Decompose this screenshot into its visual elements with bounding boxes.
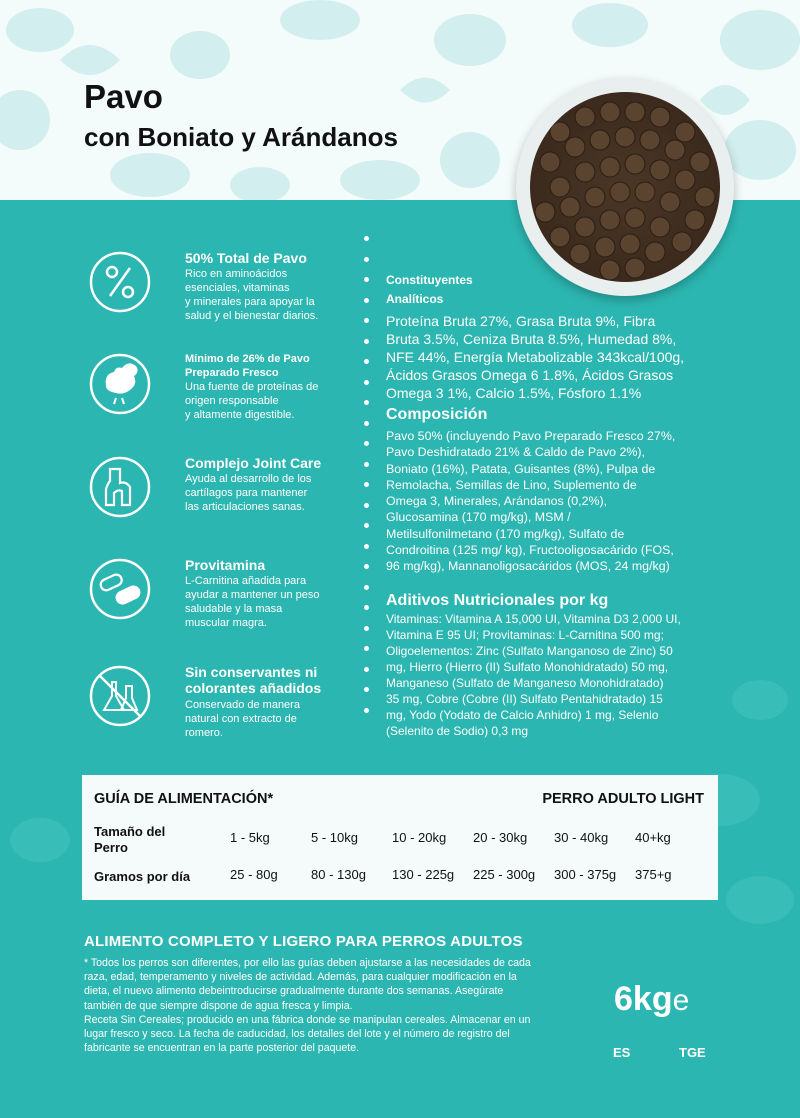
joint-icon bbox=[88, 455, 152, 519]
composition-text: Pavo 50% (incluyendo Pavo Preparado Fresco 27%, Pavo Deshidratado 21% & Caldo de Pavo 2%), Boniato (16%), Patata, Guisantes (8%), Pulpa de Remolacha, Semillas de Lino, Suplemento de Omega 3, Minerales, Arándanos (0,2%), Glucosamina (170 mg/kg), MSM / Metilsulfonilmetano (170 mg/kg), Sulfato de Condroitina (125 mg/ kg), Fructooligosacárido (FOS, 96 mg/kg), Mannanoligosacáridos (MOS, 24 mg/kg) bbox=[386, 429, 676, 574]
grams-cell: 80 - 130g bbox=[311, 867, 366, 882]
feeding-guide-table bbox=[82, 775, 718, 900]
size-cell: 20 - 30kg bbox=[473, 830, 528, 845]
net-weight-value: 6kg bbox=[614, 980, 673, 1018]
size-cell: 10 - 20kg bbox=[392, 830, 447, 845]
analytical-heading: Constituyentes Analíticos bbox=[386, 273, 473, 306]
grams-cell: 225 - 300g bbox=[473, 867, 536, 882]
footer-title: ALIMENTO COMPLETO Y LIGERO PARA PERROS ADULTOS bbox=[84, 933, 523, 950]
estimated-mark: e bbox=[672, 984, 690, 1017]
benefit-title: Complejo Joint Care bbox=[185, 455, 322, 471]
product-subtitle: con Boniato y Arándanos bbox=[84, 122, 398, 152]
turkey-icon bbox=[88, 352, 152, 416]
footer-note: * Todos los perros son diferentes, por ello las guías deben ajustarse a las necesidades de cada raza, edad, temperamento y niveles de actividad. Además, para cualquier modificación en la dieta, el nuevo alimento debeintroducirse gradualmente durante dos semanas. Asegúrate también de que siempre dispone de agua fresca y limpia. Receta Sin Cereales; producido en una fábrica donde se manipulan cereales. Almacenar en un lugar fresco y seco. La fecha de caducidad, los detalles del lote y el número de registro del fabricante se encuentran en la parte posterior del paquete. bbox=[84, 957, 531, 1055]
product-title: Pavo bbox=[84, 78, 163, 115]
dot-separator bbox=[364, 236, 370, 728]
analytical-text: Proteína Bruta 27%, Grasa Bruta 9%, Fibra Bruta 3.5%, Ceniza Bruta 8.5%, Humedad 8%, NFE 44%, Energía Metabolizable 343kcal/100g, Ácidos Grasos Omega 6 1.8%, Ácidos Grasos Omega 3 1%, Calcio 1.5%, Fósforo 1.1% bbox=[386, 313, 685, 401]
capsule-icon bbox=[88, 557, 152, 621]
grams-cell: 375+g bbox=[635, 867, 672, 882]
no-preservatives-icon bbox=[88, 664, 152, 728]
benefit-title: Mínimo de 26% de Pavo Preparado Fresco bbox=[185, 353, 310, 379]
grams-cell: 300 - 375g bbox=[554, 867, 617, 882]
size-cell: 1 - 5kg bbox=[230, 830, 270, 845]
benefit-text: Conservado de manera natural con extracto de romero. bbox=[185, 699, 300, 739]
feeding-guide-title: GUÍA DE ALIMENTACIÓN* bbox=[94, 791, 274, 807]
benefit-title: 50% Total de Pavo bbox=[185, 250, 307, 266]
grams-row-label: Gramos por día bbox=[94, 869, 191, 884]
size-cell: 5 - 10kg bbox=[311, 830, 358, 845]
grams-cell: 25 - 80g bbox=[230, 867, 278, 882]
size-cell: 40+kg bbox=[635, 830, 671, 845]
benefit-text: Una fuente de proteínas de origen responsable y altamente digestible. bbox=[185, 381, 319, 421]
benefit-text: Rico en aminoácidos esenciales, vitaminas y minerales para apoyar la salud y el bienestar diarios. bbox=[185, 268, 319, 322]
additives-text: Vitaminas: Vitamina A 15,000 UI, Vitamina D3 2,000 UI, Vitamina E 95 UI; Provitaminas: L-Carnitina 500 mg; Oligoelementos: Zinc (Sulfato Manganoso de Zinc) 50 mg, Hierro (Hierro (II) Sulfato Monohidratado) 50 mg, Manganeso (Sulfato de Manganeso Monohidratado) 35 mg, Cobre (Cobre (II) Sulfato Pentahidratado) 15 mg, Yodo (Yodato de Calcio Anhidro) 1 mg, Selenio (Selenito de Sodio) 0,3 mg bbox=[386, 612, 681, 738]
additives-heading: Aditivos Nutricionales por kg bbox=[386, 592, 609, 609]
composition-section bbox=[386, 406, 726, 575]
benefit-title: Sin conservantes ni colorantes añadidos bbox=[185, 664, 322, 696]
net-weight bbox=[614, 980, 689, 1019]
grams-cell: 130 - 225g bbox=[392, 867, 455, 882]
percent-icon bbox=[88, 250, 152, 314]
kibble-pieces bbox=[530, 92, 720, 282]
composition-heading: Composición bbox=[386, 406, 488, 423]
kibble-bowl-image bbox=[516, 78, 734, 296]
benefit-title: Provitamina bbox=[185, 557, 266, 573]
additives-section bbox=[386, 592, 726, 739]
benefit-text: L-Carnitina añadida para ayudar a mantener un peso saludable y la masa muscular magra. bbox=[185, 575, 320, 629]
size-cell: 30 - 40kg bbox=[554, 830, 609, 845]
language-code: ES bbox=[613, 1045, 631, 1060]
analytical-section bbox=[386, 271, 726, 402]
benefit-text: Ayuda al desarrollo de los cartílagos para mantener las articulaciones sanas. bbox=[185, 473, 312, 513]
size-row-label: Tamaño del Perro bbox=[94, 824, 166, 855]
product-code: TGE bbox=[679, 1045, 706, 1060]
feeding-guide-subtitle: PERRO ADULTO LIGHT bbox=[542, 791, 704, 807]
